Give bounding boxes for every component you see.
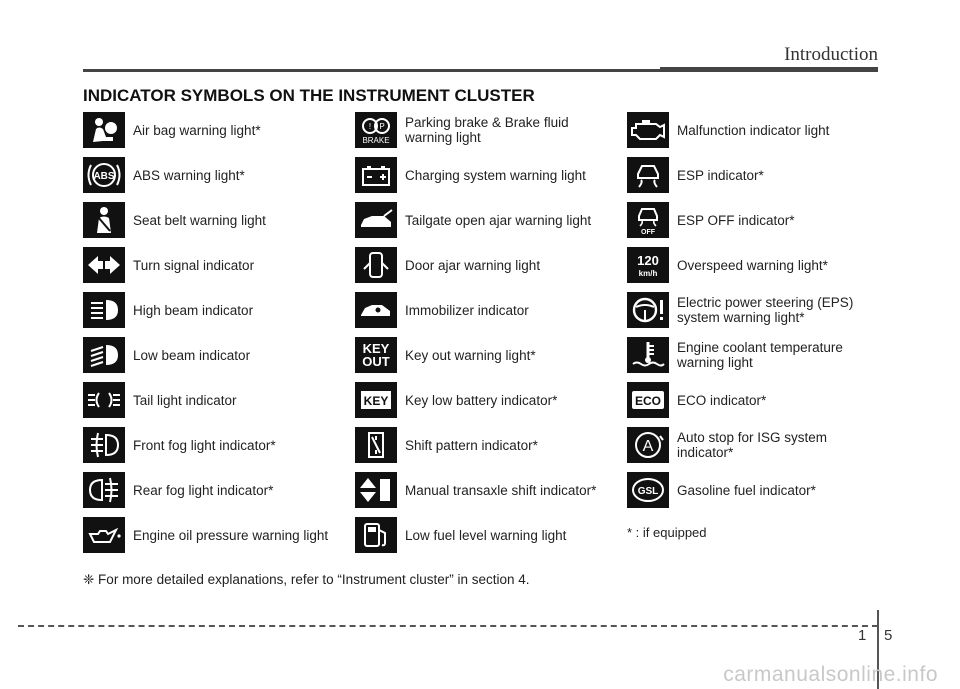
indicator-label: Door ajar warning light xyxy=(405,257,541,273)
indicator-label: High beam indicator xyxy=(133,302,254,318)
esp-icon xyxy=(627,157,669,193)
indicator-item xyxy=(627,472,897,508)
indicator-label: Engine oil pressure warning light xyxy=(133,527,329,543)
indicator-label: Overspeed warning light* xyxy=(677,257,828,273)
svg-text:ECO: ECO xyxy=(634,394,662,408)
indicator-label: Immobilizer indicator xyxy=(405,302,529,318)
indicator-item xyxy=(83,337,353,373)
indicator-item xyxy=(627,382,897,418)
indicator-label: Air bag warning light* xyxy=(133,122,261,138)
indicator-item xyxy=(83,247,353,283)
front-fog-icon xyxy=(83,427,125,463)
indicator-label: ABS warning light* xyxy=(133,167,245,183)
tail-light-icon xyxy=(83,382,125,418)
eco-icon xyxy=(627,382,669,418)
indicator-label: Engine coolant temperature warning light xyxy=(677,340,843,370)
bottom-rule xyxy=(18,625,878,627)
page-number: 5 xyxy=(884,627,893,644)
door-ajar-icon xyxy=(355,247,397,283)
indicator-item xyxy=(627,247,897,283)
indicator-item xyxy=(355,202,625,238)
indicator-item xyxy=(83,427,353,463)
indicator-label: Key out warning light* xyxy=(405,347,536,363)
watermark: carmanualsonline.info xyxy=(723,663,938,686)
airbag-icon xyxy=(83,112,125,148)
indicator-item xyxy=(83,202,353,238)
indicator-item xyxy=(627,202,897,238)
svg-text:ABS: ABS xyxy=(93,171,115,182)
turn-signal-icon xyxy=(83,247,125,283)
indicator-item xyxy=(355,472,625,508)
oil-can-icon xyxy=(83,517,125,553)
indicator-item xyxy=(355,337,625,373)
chapter-number: 1 xyxy=(858,627,867,644)
indicator-label: Auto stop for ISG system indicator* xyxy=(677,430,828,460)
svg-text:GSL: GSL xyxy=(637,486,659,497)
indicator-item xyxy=(355,382,625,418)
svg-text:OFF: OFF xyxy=(641,229,655,235)
svg-text:P: P xyxy=(379,122,385,131)
abs-icon xyxy=(83,157,125,193)
indicator-label: ECO indicator* xyxy=(677,392,767,408)
indicator-item xyxy=(627,292,897,328)
indicator-item xyxy=(83,472,353,508)
indicator-label: ESP indicator* xyxy=(677,167,764,183)
indicator-item xyxy=(355,427,625,463)
low-beam-icon xyxy=(83,337,125,373)
svg-text:!: ! xyxy=(368,122,372,131)
auto-stop-icon xyxy=(627,427,669,463)
manual-shift-icon xyxy=(355,472,397,508)
svg-text:A: A xyxy=(642,438,654,455)
indicator-item xyxy=(627,112,897,148)
indicator-label: Malfunction indicator light xyxy=(677,122,830,138)
indicator-item xyxy=(83,112,353,148)
engine-icon xyxy=(627,112,669,148)
svg-text:120: 120 xyxy=(637,253,659,268)
rear-fog-icon xyxy=(83,472,125,508)
if-equipped-note: * : if equipped xyxy=(627,525,707,540)
immobilizer-icon xyxy=(355,292,397,328)
indicator-label: Electric power steering (EPS) system warning light* xyxy=(677,295,854,325)
indicator-label: Manual transaxle shift indicator* xyxy=(405,482,597,498)
indicator-label: Charging system warning light xyxy=(405,167,586,183)
indicator-item xyxy=(83,157,353,193)
shift-pattern-icon xyxy=(355,427,397,463)
esp-off-icon xyxy=(627,202,669,238)
indicator-label: Low beam indicator xyxy=(133,347,251,363)
indicator-item xyxy=(355,292,625,328)
indicator-item xyxy=(627,337,897,373)
brake-icon xyxy=(355,112,397,148)
high-beam-icon xyxy=(83,292,125,328)
indicator-label: Tailgate open ajar warning light xyxy=(405,212,592,228)
indicator-label: Low fuel level warning light xyxy=(405,527,567,543)
indicator-item xyxy=(627,157,897,193)
indicator-label: Front fog light indicator* xyxy=(133,437,276,453)
overspeed-icon xyxy=(627,247,669,283)
indicator-label: Tail light indicator xyxy=(133,392,237,408)
key-out-icon: KEY OUT xyxy=(355,337,397,373)
indicator-item xyxy=(355,517,625,553)
indicator-item xyxy=(355,247,625,283)
page-title: INDICATOR SYMBOLS ON THE INSTRUMENT CLUSTER xyxy=(83,86,535,105)
indicator-label: Rear fog light indicator* xyxy=(133,482,274,498)
svg-text:KEY: KEY xyxy=(363,394,389,408)
top-rule-accent xyxy=(660,67,878,72)
section-title: Introduction xyxy=(784,44,878,65)
indicator-label: Parking brake & Brake fluid warning light xyxy=(405,115,569,145)
svg-text:km/h: km/h xyxy=(638,269,658,278)
indicator-label: Key low battery indicator* xyxy=(405,392,558,408)
indicator-item xyxy=(355,112,625,148)
fuel-pump-icon xyxy=(355,517,397,553)
tailgate-icon xyxy=(355,202,397,238)
indicator-label: Shift pattern indicator* xyxy=(405,437,538,453)
gsl-icon xyxy=(627,472,669,508)
indicator-item xyxy=(83,382,353,418)
svg-text:BRAKE: BRAKE xyxy=(362,136,390,145)
steering-icon xyxy=(627,292,669,328)
key-battery-icon xyxy=(355,382,397,418)
bottom-note: ❈ For more detailed explanations, refer to “Instrument cluster” in section 4. xyxy=(83,572,530,587)
indicator-item xyxy=(355,157,625,193)
seat-belt-icon xyxy=(83,202,125,238)
indicator-item xyxy=(627,427,897,463)
battery-icon xyxy=(355,157,397,193)
indicator-label: Turn signal indicator xyxy=(133,257,255,273)
indicator-label: ESP OFF indicator* xyxy=(677,212,795,228)
indicator-label: Seat belt warning light xyxy=(133,212,266,228)
coolant-icon xyxy=(627,337,669,373)
indicator-item xyxy=(83,292,353,328)
indicator-label: Gasoline fuel indicator* xyxy=(677,482,816,498)
indicator-item xyxy=(83,517,353,553)
